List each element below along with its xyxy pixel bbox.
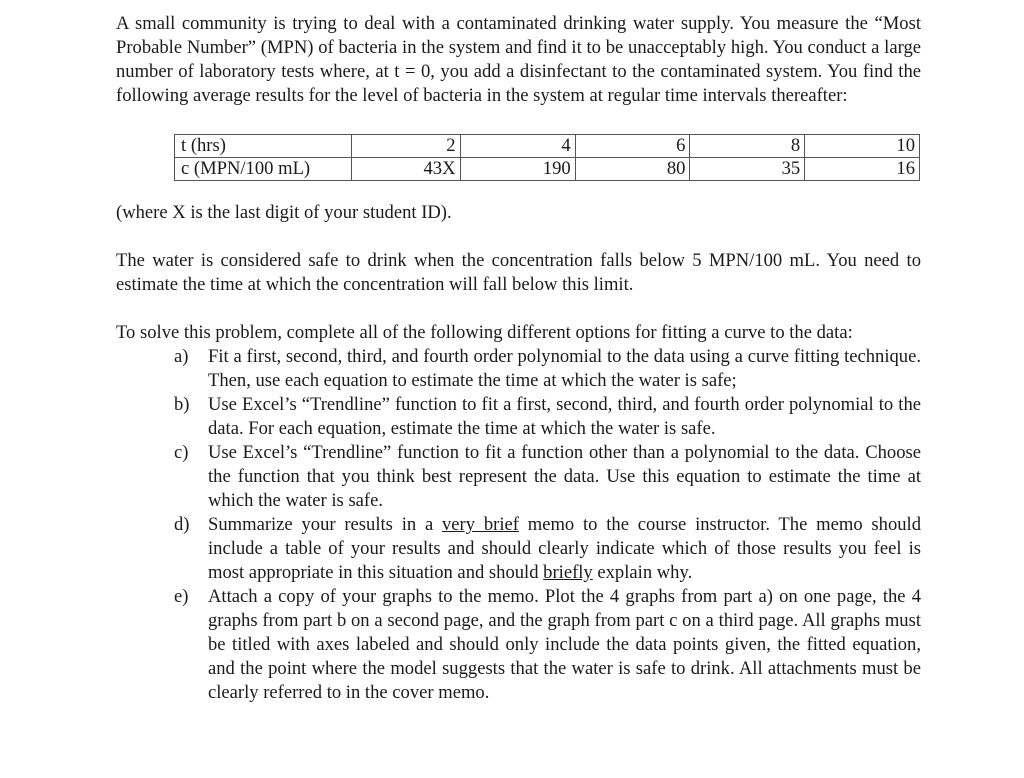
list-item-text: Use Excel’s “Trendline” function to fit a function other than a polynomial to the data. Choose the function that you think best represent the data. Use this equation to estimate the time at which the water is safe. [208, 442, 921, 511]
table-cell: 80 [575, 158, 690, 181]
table-cell: 4 [460, 135, 575, 158]
solve-intro: To solve this problem, complete all of the following different options for fitting a curve to the data: [116, 322, 853, 343]
table-cell: 6 [575, 135, 690, 158]
list-item-e [116, 585, 921, 705]
list-marker: a) [174, 346, 189, 367]
table-cell: 10 [805, 135, 920, 158]
safe-limit-paragraph: The water is considered safe to drink when the concentration falls below 5 MPN/100 mL. You need to estimate the time at which the concentration will fall below this limit. [116, 250, 921, 295]
options-list [116, 345, 921, 705]
list-item-d [116, 513, 921, 585]
table-cell: 190 [460, 158, 575, 181]
table-cell: 2 [351, 135, 460, 158]
list-marker: b) [174, 394, 190, 415]
table-cell: 16 [805, 158, 920, 181]
list-item-text [208, 514, 921, 583]
document-page [116, 12, 921, 705]
table-cell: 35 [690, 158, 805, 181]
table-cell: 8 [690, 135, 805, 158]
list-item-text: Use Excel’s “Trendline” function to fit a first, second, third, and fourth order polynomial to the data. For each equation, estimate the time at which the water is safe. [208, 394, 921, 439]
list-item-a [116, 345, 921, 393]
row-label-time: t (hrs) [175, 135, 352, 158]
text-run: memo to the course instructor. The memo should include a table of your results and should clearly indicate which of those results you feel is most appropriate in this situation and should [208, 514, 921, 583]
list-item-text: Fit a first, second, third, and fourth order polynomial to the data using a curve fitting technique. Then, use each equation to estimate the time at which the water is safe; [208, 346, 921, 391]
table-row-concentration [175, 158, 920, 181]
text-run: explain why. [592, 562, 693, 583]
list-marker: e) [174, 586, 189, 607]
underlined-text: briefly [543, 562, 593, 583]
intro-paragraph: A small community is trying to deal with a contaminated drinking water supply. You measure the “Most Probable Number” (MPN) of bacteria in the system and find it to be unacceptably high. You conduct a large number of laboratory tests where, at t = 0, you add a disinfectant to the contaminated system. You find the following average results for the level of bacteria in the system at regular time intervals thereafter: [116, 13, 921, 106]
underlined-text: very brief [442, 514, 519, 535]
list-marker: d) [174, 514, 190, 535]
text-run: Summarize your results in a [208, 514, 442, 535]
list-item-c [116, 441, 921, 513]
list-item-b [116, 393, 921, 441]
student-id-note: (where X is the last digit of your student ID). [116, 202, 452, 223]
data-table [174, 134, 920, 181]
list-item-text: Attach a copy of your graphs to the memo. Plot the 4 graphs from part a) on one page, the 4 graphs from part b on a second page, and the graph from part c on a third page. All graphs must be titled with axes labeled and should only include the data points given, the fitted equation, and the point where the model suggests that the water is safe to drink. All attachments must be clearly referred to in the cover memo. [208, 586, 921, 703]
row-label-concentration: c (MPN/100 mL) [175, 158, 352, 181]
list-marker: c) [174, 442, 189, 463]
table-row-time [175, 135, 920, 158]
table-cell: 43X [351, 158, 460, 181]
